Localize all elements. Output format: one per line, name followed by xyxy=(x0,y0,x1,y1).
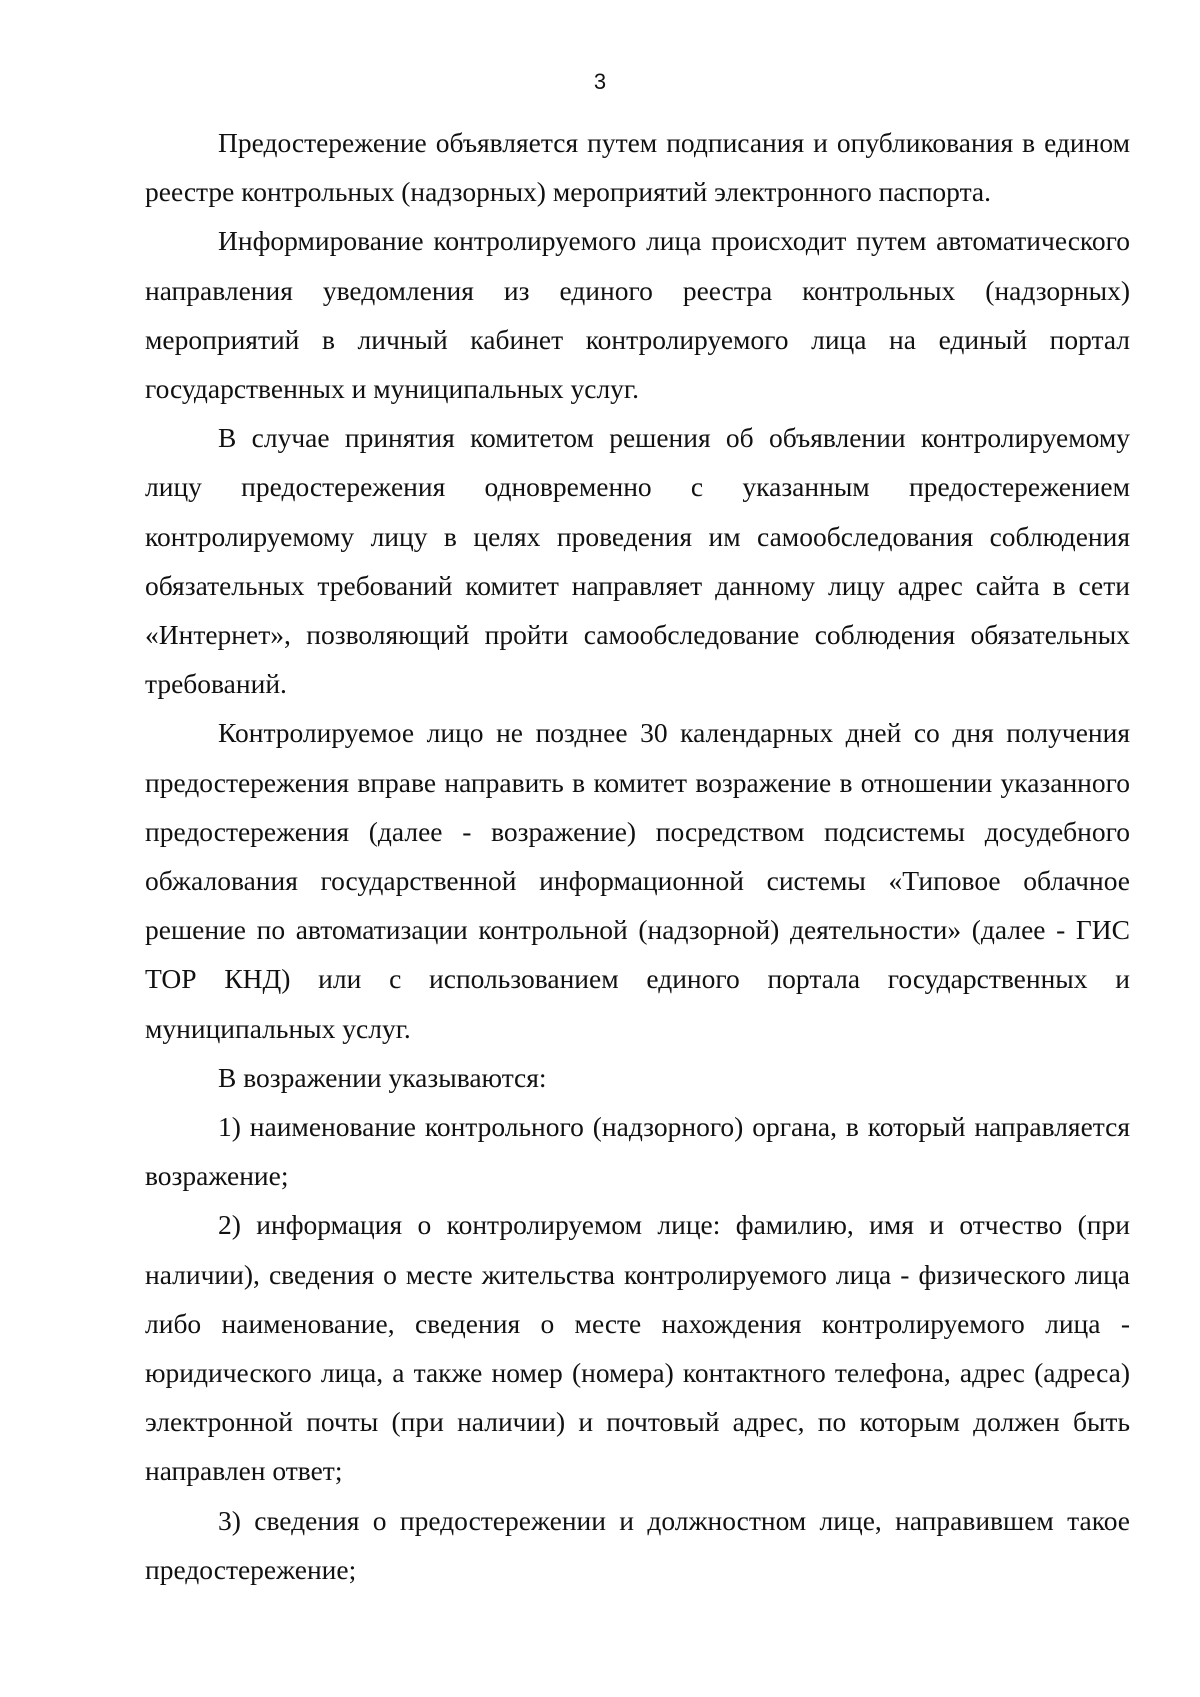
paragraph-objection-contents-intro: В возражении указываются: xyxy=(218,1061,547,1093)
document-body xyxy=(145,118,1130,1594)
list-item-2: 2) информация о контролируемом лице: фамилию, имя и отчество (при наличии), сведения о месте жительства контролируемого лица - физического лица либо наименование, сведения о месте нахождения контролируемого лица - юридического лица, а также номер (номера) контактного телефона, адрес (адреса) электронной почты (при наличии) и почтовый адрес, по которым должен быть направлен ответ; xyxy=(145,1209,1130,1487)
page-number: 3 xyxy=(593,69,607,94)
paragraph-objection-right: Контролируемое лицо не позднее 30 календарных дней со дня получения предостережения вправе направить в комитет возражение в отношении указанного предостережения (далее - возражение) посредством подсистемы досудебного обжалования государственной информационной системы «Типовое облачное решение по автоматизации контрольной (надзорной) деятельности» (далее - ГИС ТОР КНД) или с использованием единого портала государственных и муниципальных услуг. xyxy=(145,717,1130,1044)
paragraph-informing: Информирование контролируемого лица происходит путем автоматического направления уведомления из единого реестра контрольных (надзорных) мероприятий в личный кабинет контролируемого лица на единый портал государственных и муниципальных услуг. xyxy=(145,225,1130,405)
list-item-3: 3) сведения о предостережении и должностном лице, направившем такое предостережение; xyxy=(145,1504,1130,1585)
list-item-1: 1) наименование контрольного (надзорного) органа, в который направляется возражение; xyxy=(145,1111,1130,1192)
paragraph-warning-announcement: Предостережение объявляется путем подписания и опубликования в едином реестре контрольных (надзорных) мероприятий электронного паспорта. xyxy=(145,127,1130,208)
paragraph-self-inspection: В случае принятия комитетом решения об объявлении контролируемому лицу предостережения одновременно с указанным предостережением контролируемому лицу в целях проведения им самообследования соблюдения обязательных требований комитет направляет данному лицу адрес сайта в сети «Интернет», позволяющий пройти самообследование соблюдения обязательных требований. xyxy=(145,422,1130,700)
